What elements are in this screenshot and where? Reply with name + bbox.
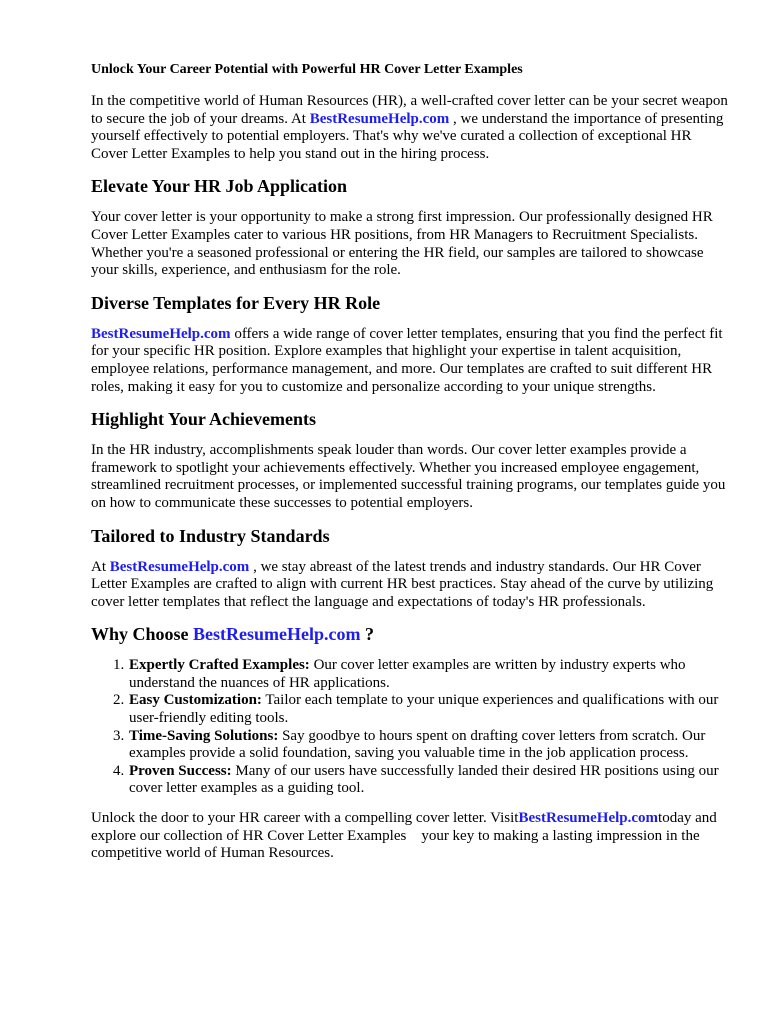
closing-text-after: today and explore our collection of HR Cover Letter Examples your key to making a lasting impression in the competitive world of Human Resources. <box>91 810 717 862</box>
list-item-text: Many of our users have successfully landed their desired HR positions using our cover letter examples as a guiding tool. <box>129 762 719 797</box>
why-choose-heading <box>91 623 728 645</box>
section-heading-elevate: Elevate Your HR Job Application <box>91 176 348 197</box>
list-item <box>128 763 728 798</box>
list-item-text: Say goodbye to hours spent on drafting cover letters from scratch. Our examples provide a solid foundation, saving you valuable time in the job application process. <box>129 727 706 762</box>
brand-link[interactable]: BestResumeHelp.com <box>91 325 231 342</box>
section-text-highlight: In the HR industry, accomplishments speak louder than words. Our cover letter examples provide a framework to spotlight your achievements effectively. Whether you increased employee engagement, streamlined recruitment processes, or implemented successful training programs, our templates guide you on how to communicate these successes to potential employers. <box>91 442 726 511</box>
list-item-bold: Expertly Crafted Examples: <box>129 657 310 674</box>
list-item-text: Tailor each template to your unique experiences and qualifications with our user-friendly editing tools. <box>129 692 719 727</box>
section-text-diverse: offers a wide range of cover letter templates, ensuring that you find the perfect fit for your specific HR position. Explore examples that highlight your expertise in talent acquisition, employee relations, performance management, and more. Our templates are crafted to suit different HR roles, making it easy for you to customize and personalize according to your unique strengths. <box>91 325 723 395</box>
section-text-tailored: , we stay abreast of the latest trends and industry standards. Our HR Cover Letter Examples are crafted to align with current HR best practices. Stay ahead of the curve by utilizing cover letter templates that reflect the language and expectations of today's HR professionals. <box>91 558 714 610</box>
closing-paragraph <box>91 810 728 863</box>
intro-paragraph <box>91 93 728 163</box>
document-title: Unlock Your Career Potential with Powerful HR Cover Letter Examples <box>91 62 523 77</box>
list-item <box>128 692 728 727</box>
list-item-bold: Time-Saving Solutions: <box>129 727 279 744</box>
section-heading-diverse: Diverse Templates for Every HR Role <box>91 292 381 313</box>
why-choose-list <box>91 657 728 798</box>
why-choose-before: Why Choose <box>91 624 194 645</box>
brand-link[interactable]: BestResumeHelp.com <box>193 624 361 645</box>
section-paragraph-tailored <box>91 559 728 612</box>
brand-link[interactable]: BestResumeHelp.com <box>518 810 659 827</box>
brand-link[interactable]: BestResumeHelp.com <box>109 558 250 575</box>
list-item-text: Our cover letter examples are written by industry experts who understand the nuances of HR applications. <box>129 657 686 691</box>
section-heading-tailored: Tailored to Industry Standards <box>91 525 330 546</box>
section-heading-highlight: Highlight Your Achievements <box>91 409 317 430</box>
intro-text-after: , we understand the importance of presenting yourself effectively to potential employers. That's why we've curated a collection of exceptional HR Cover Letter Examples to help you stand out in the hiring process. <box>91 110 724 162</box>
section-text-tailored-before: At <box>91 558 110 575</box>
section-text-elevate: Your cover letter is your opportunity to make a strong first impression. Our professionally designed HR Cover Letter Examples cater to various HR positions, from HR Managers to Recruitment Specialists. Whether you're a seasoned professional or entering the HR field, our samples are tailored to showcase your skills, experience, and enthusiasm for the role. <box>91 209 713 279</box>
list-item-bold: Proven Success: <box>129 762 232 779</box>
list-item <box>128 728 728 763</box>
brand-link[interactable]: BestResumeHelp.com <box>309 110 450 127</box>
section-paragraph-diverse <box>91 326 728 396</box>
intro-text-before: In the competitive world of Human Resources (HR), a well-crafted cover letter can be your secret weapon to secure the job of your dreams. At <box>91 93 728 127</box>
list-item <box>128 657 728 692</box>
closing-text-before: Unlock the door to your HR career with a compelling cover letter. Visit <box>91 810 519 827</box>
list-item-bold: Easy Customization: <box>129 692 262 709</box>
why-choose-after: ? <box>360 624 374 645</box>
